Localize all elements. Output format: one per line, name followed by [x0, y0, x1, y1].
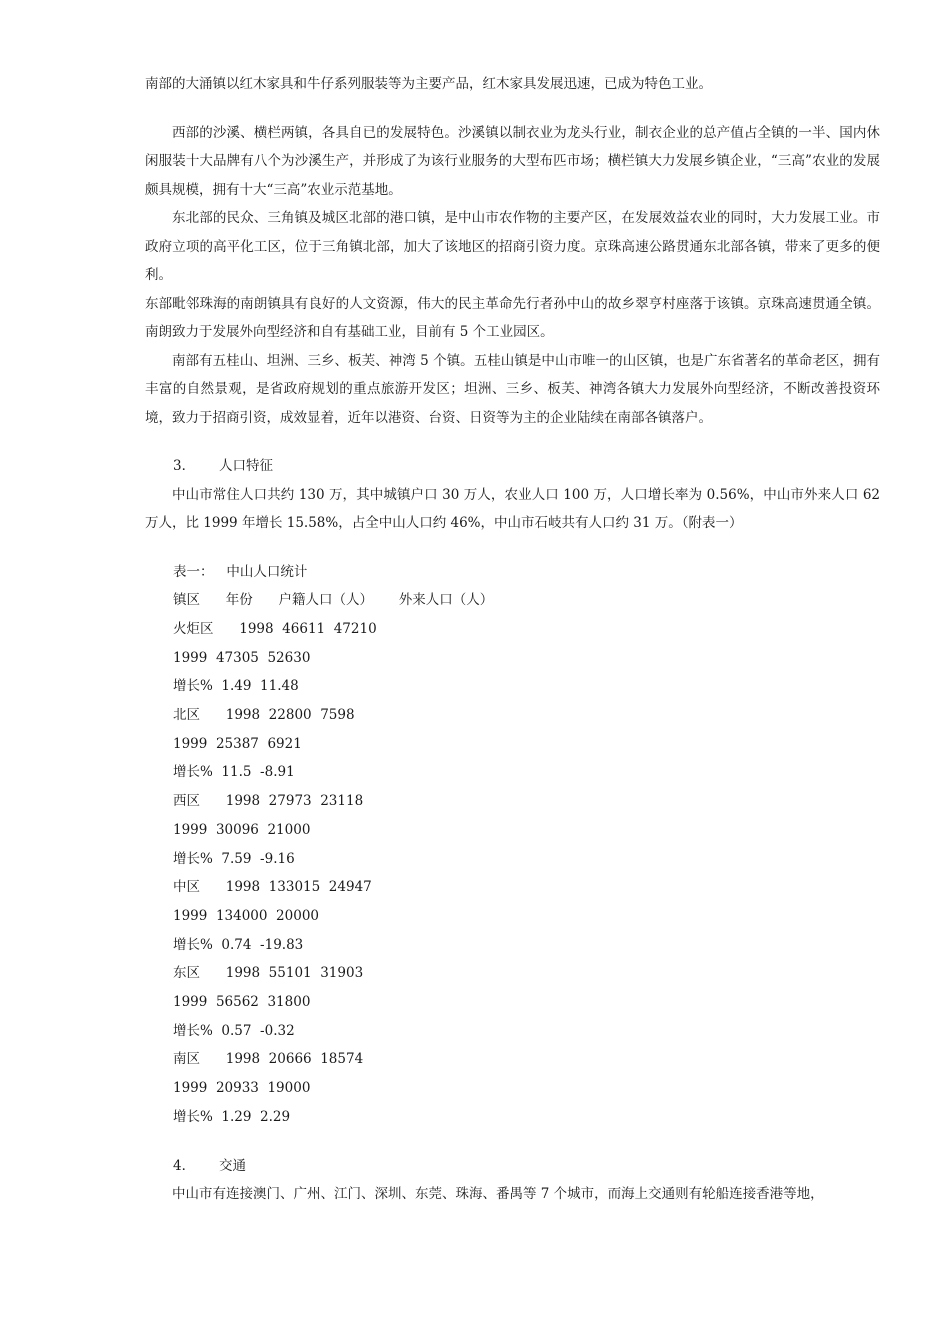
table-row: 1999 25387 6921: [173, 735, 302, 752]
section-3-title: 人口特征: [219, 458, 273, 474]
table-row: 1999 47305 52630: [173, 649, 311, 666]
table-row: 增长% 1.29 2.29: [173, 1108, 291, 1125]
section-4-title: 交通: [219, 1157, 246, 1174]
table-row: 南区 1998 20666 18574: [173, 1051, 364, 1068]
paragraph-dayong: 南部的大涌镇以红木家具和牛仔系列服装等为主要产品，红木家具发展迅速，已成为特色工业。: [145, 76, 712, 92]
paragraph-northeast: 东北部的民众、三角镇及城区北部的港口镇，是中山市农作物的主要产区，在发展效益农业的同时，大力发展工业。市政府立项的高平化工区，位于三角镇北部，加大了该地区的招商引资力度。京珠高速公路贯通东北部各镇，带来了更多的便利。: [145, 210, 880, 283]
table-row: 西区 1998 27973 23118: [173, 793, 364, 810]
spacer: [145, 432, 880, 452]
population-table: [145, 558, 880, 1132]
section-3-heading: [145, 452, 880, 481]
paragraph-south: 南部有五桂山、坦洲、三乡、板芙、神湾 5 个镇。五桂山镇是中山市唯一的山区镇，也是广东省著名的革命老区，拥有丰富的自然景观，是省政府规划的重点旅游开发区；坦洲、三乡、板芙、神湾各镇大力发展外向型经济，不断改善投资环境，致力于招商引资，成效显着，近年以港资、台资、日资等为主的企业陆续在南部各镇落户。: [145, 352, 880, 426]
section-3-number: 3．: [173, 458, 196, 474]
spacer: [145, 1132, 880, 1152]
document-page: [145, 70, 880, 1209]
table-row: 增长% 0.74 -19.83: [173, 936, 304, 953]
section-3-text: 中山市常住人口共约 130 万，其中城镇户口 30 万人，农业人口 100 万，人口增长率为 0.56%，中山市外来人口 62 万人，比 1999 年增长 15.58%，占全中山人口约 46%，中山市石岐共有人口约 31 万。（附表一）: [145, 486, 880, 531]
table-row: 增长% 7.59 -9.16: [173, 850, 295, 867]
section-4-number: 4．: [173, 1157, 196, 1174]
paragraph-nanlang: 东部毗邻珠海的南朗镇具有良好的人文资源，伟大的民主革命先行者孙中山的故乡翠亨村座落于该镇。京珠高速贯通全镇。南朗致力于发展外向型经济和自有基础工业，目前有 5 个工业园区。: [145, 295, 880, 340]
table-row: 1999 30096 21000: [173, 821, 311, 838]
spacer: [145, 538, 880, 558]
table-row: 火炬区 1998 46611 47210: [173, 620, 377, 637]
table-row: 东区 1998 55101 31903: [173, 965, 364, 982]
table-header: 镇区 年份 户籍人口（人） 外来人口（人）: [173, 592, 494, 609]
table-row: 增长% 1.49 11.48: [173, 678, 299, 695]
table-row: 1999 134000 20000: [173, 907, 320, 924]
table-row: 1999 56562 31800: [173, 994, 311, 1011]
section-4-text: 中山市有连接澳门、广州、江门、深圳、东莞、珠海、番禺等 7 个城市，而海上交通则有轮船连接香港等地，: [172, 1186, 824, 1203]
table-row: 中区 1998 133015 24947: [173, 879, 372, 896]
table-row: 北区 1998 22800 7598: [173, 707, 355, 724]
table-row: 增长% 0.57 -0.32: [173, 1022, 295, 1039]
table-row: 增长% 11.5 -8.91: [173, 764, 295, 781]
section-4-heading: [145, 1152, 880, 1181]
table-row: 1999 20933 19000: [173, 1080, 311, 1097]
table-title: 表一： 中山人口统计: [173, 563, 308, 580]
paragraph-west: 西部的沙溪、横栏两镇，各具自已的发展特色。沙溪镇以制衣业为龙头行业，制衣企业的总产值占全镇的一半、国内休闲服装十大品牌有八个为沙溪生产，并形成了为该行业服务的大型布匹市场；横栏镇大力发展乡镇企业，“三高”农业的发展颇具规模，拥有十大“三高”农业示范基地。: [145, 124, 880, 198]
spacer: [145, 99, 880, 119]
